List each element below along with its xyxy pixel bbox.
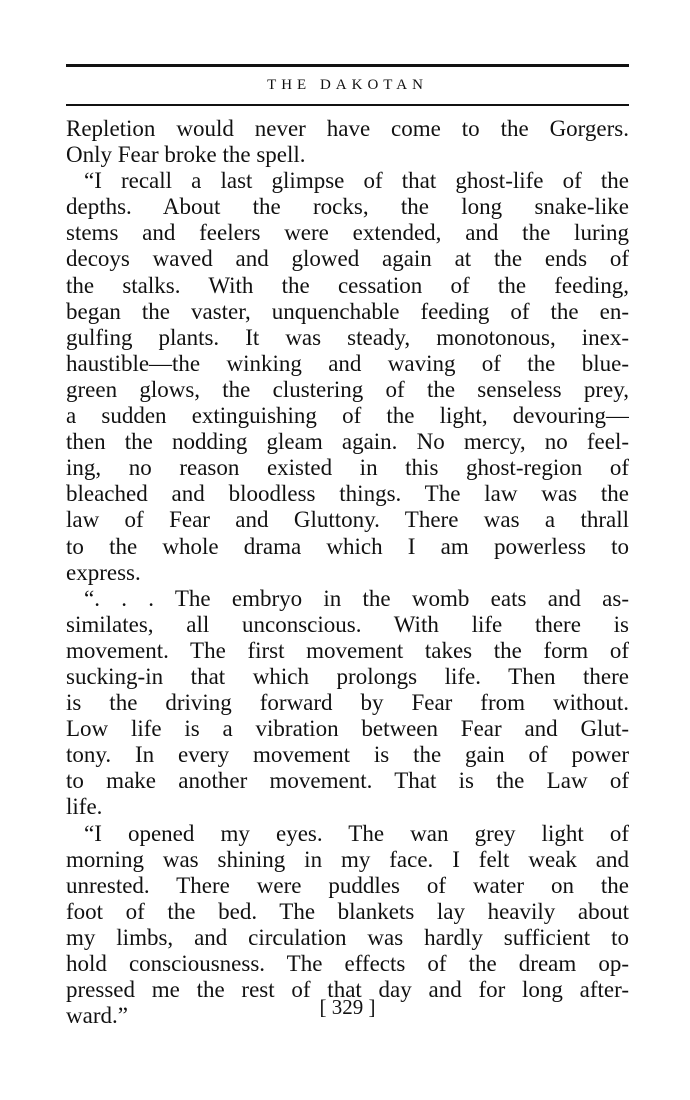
text-line: bleached and bloodless things. The law was the — [66, 481, 629, 507]
text-line: began the vaster, unquenchable feeding of the en- — [66, 298, 629, 324]
text-line: pressed me the rest of that day and for long after- — [66, 977, 629, 1003]
text-line: ward.” — [66, 1003, 128, 1029]
text-line: gulfing plants. It was steady, monotonous, inex- — [66, 324, 629, 350]
text-line: Repletion would never have come to the Gorgers. — [66, 116, 629, 141]
text-line: law of Fear and Gluttony. There was a thrall — [66, 507, 629, 533]
text-line: life. — [66, 794, 103, 820]
text-line: foot of the bed. The blankets lay heavily about — [66, 898, 629, 924]
text-line: Only Fear broke the spell. — [66, 142, 306, 168]
text-line: to the whole drama which I am powerless to — [66, 533, 629, 559]
text-line: “I opened my eyes. The wan grey light of — [84, 820, 629, 846]
text-line: similates, all unconscious. With life there is — [66, 611, 629, 637]
header-rule-top — [66, 64, 629, 67]
text-line: movement. The first movement takes the form of — [66, 637, 629, 663]
text-line: a sudden extinguishing of the light, devouring— — [66, 403, 629, 429]
text-line: then the nodding gleam again. No mercy, no feel- — [66, 429, 629, 455]
text-line: express. — [66, 559, 141, 585]
text-line: green glows, the clustering of the senseless prey, — [66, 376, 629, 402]
text-line: hold consciousness. The effects of the dream op- — [66, 951, 629, 976]
text-line: “I recall a last glimpse of that ghost-life of the — [84, 168, 629, 194]
text-line: unrested. There were puddles of water on the — [66, 872, 629, 898]
header-rule-bottom — [66, 104, 629, 106]
text-line: stems and feelers were extended, and the luring — [66, 220, 629, 246]
text-line: depths. About the rocks, the long snake-like — [66, 194, 629, 220]
text-line: “. . . The embryo in the womb eats and as- — [84, 585, 629, 611]
text-line: decoys waved and glowed again at the ends of — [66, 246, 629, 272]
body-text — [66, 116, 629, 1029]
text-line: the stalks. With the cessation of the feeding, — [66, 272, 629, 298]
text-line: is the driving forward by Fear from without. — [66, 690, 629, 716]
text-line: my limbs, and circulation was hardly sufficient to — [66, 924, 629, 950]
running-head: THE DAKOTAN — [267, 77, 428, 93]
text-line: tony. In every movement is the gain of power — [66, 742, 629, 768]
text-line: Low life is a vibration between Fear and Glut- — [66, 716, 629, 742]
text-line: morning was shining in my face. I felt weak and — [66, 846, 629, 872]
text-line: sucking-in that which prolongs life. Then there — [66, 663, 629, 689]
text-line: ing, no reason existed in this ghost-region of — [66, 455, 629, 481]
text-line: haustible—the winking and waving of the blue- — [66, 350, 629, 376]
page-number: [ 329 ] — [319, 995, 376, 1019]
text-line: to make another movement. That is the Law of — [66, 768, 629, 794]
